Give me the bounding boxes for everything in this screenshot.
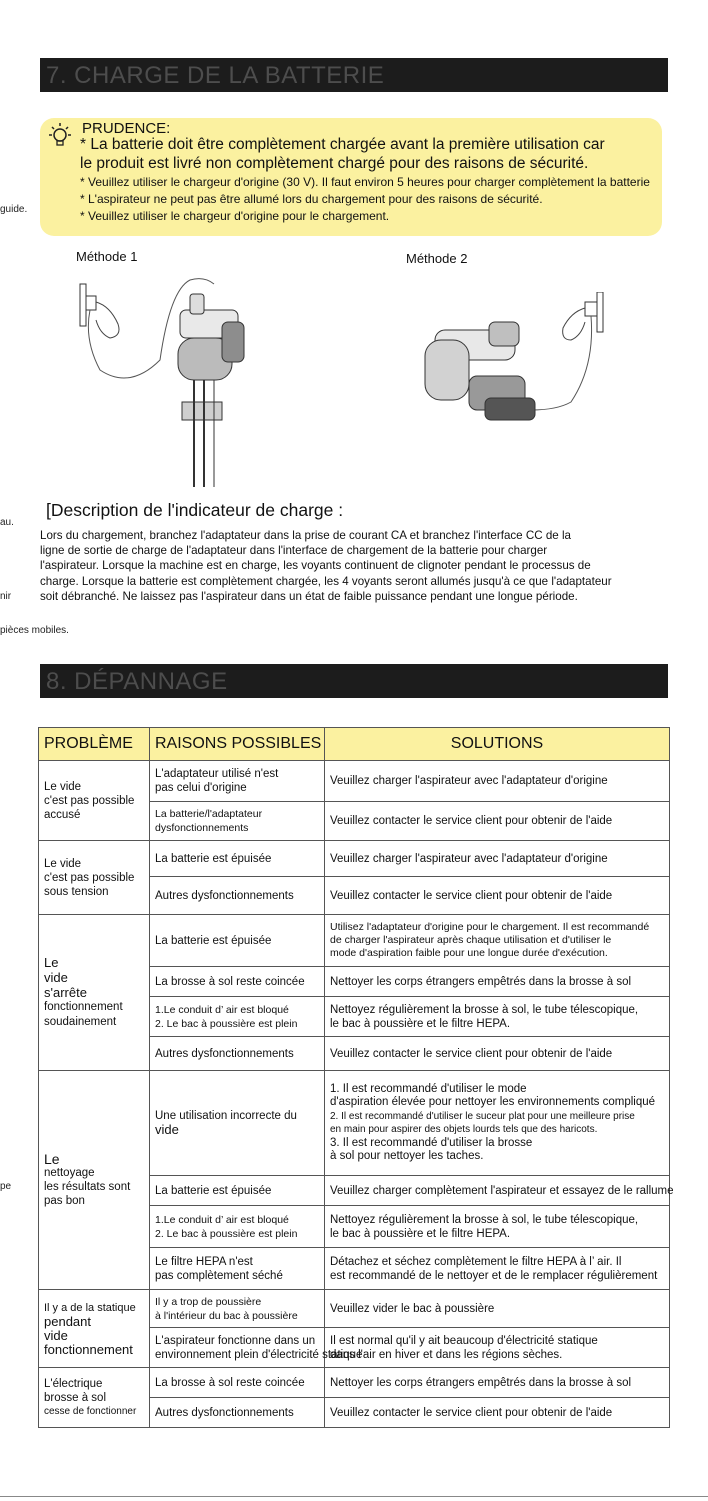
solution-cell: Veuillez contacter le service client pour obtenir de l'aide bbox=[325, 1037, 670, 1071]
reason-line: dysfonctionnements bbox=[155, 822, 249, 834]
section-7-header bbox=[40, 58, 668, 92]
problem-line: vide bbox=[44, 970, 68, 985]
solution-cell bbox=[325, 997, 670, 1037]
table-row bbox=[39, 1071, 670, 1176]
problem-line: L'électrique bbox=[44, 1377, 103, 1390]
header-solutions: SOLUTIONS bbox=[325, 728, 670, 761]
reason-line: 1.Le conduit d’ air est bloqué bbox=[155, 1213, 289, 1226]
table-row bbox=[39, 915, 670, 967]
reason-cell: La brosse à sol reste coincée bbox=[150, 1368, 325, 1398]
reason-line: La batterie/l'adaptateur bbox=[155, 808, 263, 820]
reason-line: à l'intérieur du bac à poussière bbox=[155, 1309, 298, 1322]
caution-note: * L'aspirateur ne peut pas être allumé lors du chargement pour des raisons de sécurité. bbox=[80, 192, 543, 206]
problem-cell bbox=[39, 841, 150, 915]
reason-line: vide bbox=[155, 1122, 179, 1137]
problem-cell bbox=[39, 1368, 150, 1428]
problem-cell bbox=[39, 915, 150, 1071]
page-bottom-rule bbox=[0, 1496, 708, 1497]
reason-cell: La batterie est épuisée bbox=[150, 841, 325, 877]
section-8-header bbox=[40, 664, 668, 698]
problem-line: les résultats sont bbox=[44, 1181, 131, 1193]
reason-cell bbox=[150, 1248, 325, 1290]
text-line: Lors du chargement, branchez l'adaptateur dans la prise de courant CA et branchez l'interface CC de la bbox=[40, 529, 571, 542]
reason-line: Il y a trop de poussière bbox=[155, 1295, 262, 1308]
margin-fragment: nir bbox=[0, 591, 12, 602]
problem-line: Le bbox=[44, 955, 59, 970]
solution-line: Il est normal qu'il y ait beaucoup d'électricité statique bbox=[330, 1334, 598, 1347]
problem-line: pas bon bbox=[44, 1195, 85, 1207]
solution-line: est recommandé de le nettoyer et de le remplacer régulièrement bbox=[330, 1269, 658, 1282]
text-line: soit débranché. Ne laissez pas l'aspirateur dans un état de faible puissance pendant une longue période. bbox=[40, 589, 578, 603]
reason-cell bbox=[150, 802, 325, 841]
problem-line: soudainement bbox=[44, 1016, 117, 1028]
reason-cell: La batterie est épuisée bbox=[150, 915, 325, 967]
reason-line: 1.Le conduit d’ air est bloqué bbox=[155, 1003, 289, 1016]
problem-line: accusé bbox=[44, 808, 81, 821]
reason-cell: Autres dysfonctionnements bbox=[150, 1398, 325, 1428]
reason-cell bbox=[150, 761, 325, 802]
solution-cell: Veuillez charger l'aspirateur avec l'adaptateur d'origine bbox=[325, 761, 670, 802]
solution-cell bbox=[325, 1206, 670, 1248]
problem-line: nettoyage bbox=[44, 1167, 95, 1179]
solution-line: Utilisez l'adaptateur d'origine pour le chargement. Il est recommandé bbox=[330, 921, 650, 933]
reason-line: Une utilisation incorrecte du bbox=[155, 1110, 297, 1122]
margin-fragment: pièces mobiles. bbox=[0, 625, 69, 636]
method-1-label: Méthode 1 bbox=[76, 249, 138, 264]
text-line: l'aspirateur. Lorsque la machine est en charge, les voyants continuent de clignoter pendant le processus de bbox=[40, 559, 591, 573]
problem-line: s'arrête bbox=[44, 985, 87, 1000]
solution-cell: Veuillez contacter le service client pour obtenir de l'aide bbox=[325, 877, 670, 915]
solution-cell: Veuillez vider le bac à poussière bbox=[325, 1290, 670, 1328]
solution-line: Nettoyez régulièrement la brosse à sol, le tube télescopique, bbox=[330, 1213, 639, 1226]
solution-cell: Veuillez charger complètement l'aspirateur et essayez de le rallume bbox=[325, 1176, 670, 1206]
solution-cell bbox=[325, 1248, 670, 1290]
reason-cell bbox=[150, 1071, 325, 1176]
solution-line: Détachez et séchez complètement le filtre HEPA à l’ air. Il bbox=[330, 1255, 622, 1268]
reason-line: pas complètement séché bbox=[155, 1269, 283, 1282]
table-row bbox=[39, 1290, 670, 1328]
method-2-illustration bbox=[405, 292, 615, 432]
solution-line: de charger l'aspirateur après chaque utilisation et d'utiliser le bbox=[330, 934, 612, 946]
reason-line: 2. Le bac à poussière est plein bbox=[155, 1227, 298, 1240]
solution-line: le bac à poussière et le filtre HEPA. bbox=[330, 1017, 511, 1030]
text-line: charge. Lorsque la batterie est complètement chargée, les 4 voyants seront allumés jusqu'à ce que l'adaptateur bbox=[40, 574, 612, 588]
reason-cell: Autres dysfonctionnements bbox=[150, 877, 325, 915]
solution-cell: Veuillez contacter le service client pour obtenir de l'aide bbox=[325, 802, 670, 841]
problem-line: c'est pas possible bbox=[44, 871, 135, 884]
solution-line: mode d'aspiration faible pour une longue durée d'exécution. bbox=[330, 947, 608, 959]
solution-cell: Nettoyer les corps étrangers empêtrés dans la brosse à sol bbox=[325, 1368, 670, 1398]
reason-cell: La brosse à sol reste coincée bbox=[150, 967, 325, 997]
reason-cell bbox=[150, 1328, 363, 1368]
reason-line: L'aspirateur fonctionne dans un bbox=[155, 1334, 316, 1347]
solution-line: Nettoyez régulièrement la brosse à sol, le tube télescopique, bbox=[330, 1003, 639, 1016]
caution-note: * Veuillez utiliser le chargeur d'origine pour le chargement. bbox=[80, 209, 390, 223]
problem-line: vide bbox=[44, 1327, 68, 1343]
problem-line: Le vide bbox=[44, 857, 82, 870]
margin-fragment: au. bbox=[0, 517, 14, 528]
problem-line: cesse de fonctionner bbox=[44, 1405, 137, 1417]
solution-line: à sol pour nettoyer les taches. bbox=[330, 1150, 484, 1162]
problem-line: fonctionnement bbox=[44, 1001, 123, 1013]
problem-cell bbox=[39, 761, 150, 841]
problem-line: Il y a de la statique bbox=[44, 1301, 136, 1314]
solution-line: en main pour aspirer des objets lourds tels que des haricots. bbox=[330, 1124, 598, 1135]
solution-cell bbox=[325, 1071, 670, 1176]
solution-line: d'aspiration élevée pour nettoyer les environnements compliqué bbox=[330, 1096, 656, 1108]
table-header-row bbox=[39, 728, 670, 761]
text-line: ligne de sortie de charge de l'adaptateur dans l'interface de chargement de la batterie pour charger bbox=[40, 544, 548, 558]
problem-cell bbox=[39, 1290, 150, 1368]
reason-line: environnement plein d'électricité statique bbox=[155, 1348, 363, 1361]
margin-fragment: pe bbox=[0, 1181, 12, 1192]
table-row bbox=[39, 761, 670, 802]
reason-line: Le filtre HEPA n'est bbox=[155, 1255, 253, 1268]
solution-cell bbox=[325, 915, 670, 967]
problem-cell bbox=[39, 1071, 150, 1290]
problem-line: Le bbox=[44, 1151, 60, 1167]
reason-cell: La batterie est épuisée bbox=[150, 1176, 325, 1206]
indicator-description-text bbox=[40, 528, 670, 604]
solution-cell: Veuillez charger l'aspirateur avec l'adaptateur d'origine bbox=[325, 841, 670, 877]
method-2-label: Méthode 2 bbox=[406, 251, 468, 266]
header-problem: PROBLÈME bbox=[39, 728, 150, 761]
section-8-title: 8. DÉPANNAGE bbox=[46, 668, 228, 695]
caution-heading: PRUDENCE: bbox=[82, 120, 171, 137]
solution-line: le bac à poussière et le filtre HEPA. bbox=[330, 1227, 511, 1240]
reason-line: pas celui d'origine bbox=[155, 782, 247, 794]
caution-line: * La batterie doit être complètement chargée avant la première utilisation car bbox=[80, 136, 605, 153]
reason-cell: Autres dysfonctionnements bbox=[150, 1037, 325, 1071]
problem-line: sous tension bbox=[44, 885, 109, 898]
reason-line: L'adaptateur utilisé n'est bbox=[155, 768, 279, 780]
solution-cell: Veuillez contacter le service client pour obtenir de l'aide bbox=[325, 1398, 670, 1428]
indicator-description-title: [Description de l'indicateur de charge : bbox=[46, 500, 344, 520]
table-row bbox=[39, 841, 670, 877]
reason-cell bbox=[150, 1290, 325, 1328]
problem-line: pendant bbox=[44, 1313, 91, 1329]
solution-cell: Nettoyer les corps étrangers empêtrés dans la brosse à sol bbox=[325, 967, 670, 997]
margin-fragment: guide. bbox=[0, 204, 28, 215]
solution-line: 3. Il est recommandé d'utiliser la brosse bbox=[330, 1136, 533, 1149]
table-row bbox=[39, 1368, 670, 1398]
section-7-title: 7. CHARGE DE LA BATTERIE bbox=[46, 62, 385, 89]
caution-line: le produit est livré non complètement chargé pour des raisons de sécurité. bbox=[80, 155, 589, 172]
solution-cell bbox=[325, 1328, 670, 1368]
caution-note: * Veuillez utiliser le chargeur d'origine (30 V). Il faut environ 5 heures pour charger complètement la batterie bbox=[80, 175, 650, 189]
method-1-illustration bbox=[70, 262, 270, 492]
problem-line: brosse à sol bbox=[44, 1391, 107, 1404]
lightbulb-icon bbox=[46, 122, 74, 150]
solution-line: 2. Il est recommandé d'utiliser le suceur plat pour une meilleure prise bbox=[330, 1110, 635, 1122]
troubleshooting-table bbox=[38, 727, 674, 1428]
header-reasons: RAISONS POSSIBLES bbox=[150, 728, 325, 761]
problem-line: fonctionnement bbox=[44, 1341, 133, 1357]
problem-line: Le vide bbox=[44, 780, 82, 793]
reason-cell bbox=[150, 1206, 325, 1248]
reason-cell bbox=[150, 997, 325, 1037]
solution-line: 1. Il est recommandé d'utiliser le mode bbox=[330, 1082, 527, 1095]
solution-line: dans l'air en hiver et dans les régions sèches. bbox=[330, 1348, 563, 1361]
reason-line: 2. Le bac à poussière est plein bbox=[155, 1017, 298, 1030]
problem-line: c'est pas possible bbox=[44, 794, 135, 807]
